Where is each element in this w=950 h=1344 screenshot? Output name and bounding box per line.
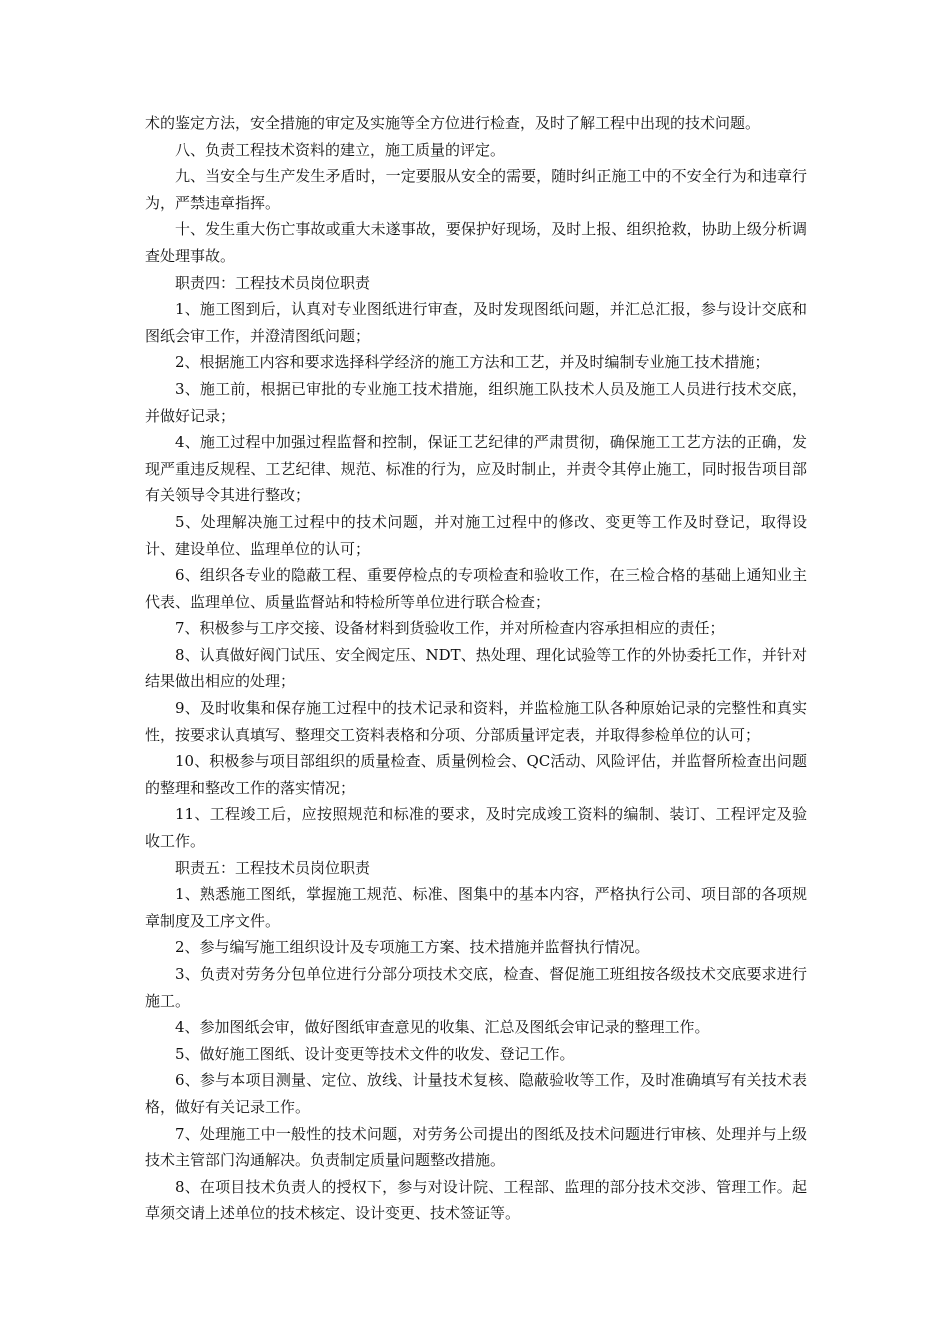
paragraph-item-9: 九、当安全与生产发生矛盾时，一定要服从安全的需要，随时纠正施工中的不安全行为和违章行为，严禁违章指挥。 <box>145 167 807 212</box>
duty4-item-2: 2、根据施工内容和要求选择科学经济的施工方法和工艺，并及时编制专业施工技术措施； <box>175 353 770 372</box>
duty5-item-3: 3、负责对劳务分包单位进行分部分项技术交底，检查、督促施工班组按各级技术交底要求进行施工。 <box>145 965 807 1010</box>
paragraph-continuation: 术的鉴定方法，安全措施的审定及实施等全方位进行检查，及时了解工程中出现的技术问题。 <box>145 114 761 132</box>
duty4-item-3: 3、施工前，根据已审批的专业施工技术措施，组织施工队技术人员及施工人员进行技术交底，并做好记录； <box>145 379 807 425</box>
duty4-item-9: 9、及时收集和保存施工过程中的技术记录和资料，并监检施工队各种原始记录的完整性和真实性，按要求认真填写、整理交工资料表格和分项、分部质量评定表，并取得参检单位的认可； <box>145 699 807 744</box>
duty4-item-10: 10、积极参与项目部组织的质量检查、质量例检会、QC活动、风险评估，并监督所检查出问题的整理和整改工作的落实情况； <box>145 752 807 797</box>
duty5-item-4: 4、参加图纸会审，做好图纸审查意见的收集、汇总及图纸会审记录的整理工作。 <box>175 1018 710 1037</box>
duty4-item-6: 6、组织各专业的隐蔽工程、重要停检点的专项检查和验收工作，在三检合格的基础上通知业主代表、监理单位、质量监督站和特检所等单位进行联合检查； <box>145 566 807 611</box>
document-page <box>145 110 807 1227</box>
section-heading-duty-5: 职责五：工程技术员岗位职责 <box>175 858 371 877</box>
duty4-item-5: 5、处理解决施工过程中的技术问题，并对施工过程中的修改、变更等工作及时登记，取得设计、建设单位、监理单位的认可； <box>145 512 807 558</box>
duty4-item-11: 11、工程竣工后，应按照规范和标准的要求，及时完成竣工资料的编制、装订、工程评定及验收工作。 <box>145 805 807 851</box>
duty5-item-1: 1、熟悉施工图纸，掌握施工规范、标准、图集中的基本内容，严格执行公司、项目部的各项规章制度及工序文件。 <box>145 885 807 930</box>
duty4-item-1: 1、施工图到后，认真对专业图纸进行审查，及时发现图纸问题，并汇总汇报，参与设计交底和图纸会审工作，并澄清图纸问题； <box>145 300 807 345</box>
paragraph-item-10: 十、发生重大伤亡事故或重大未遂事故，要保护好现场，及时上报、组织抢救，协助上级分析调查处理事故。 <box>145 220 807 265</box>
duty5-item-7: 7、处理施工中一般性的技术问题，对劳务公司提出的图纸及技术问题进行审核、处理并与上级技术主管部门沟通解决。负责制定质量问题整改措施。 <box>145 1124 807 1170</box>
duty5-item-6: 6、参与本项目测量、定位、放线、计量技术复核、隐蔽验收等工作，及时准确填写有关技术表格，做好有关记录工作。 <box>145 1071 807 1116</box>
section-heading-duty-4: 职责四：工程技术员岗位职责 <box>175 273 371 292</box>
duty5-item-2: 2、参与编写施工组织设计及专项施工方案、技术措施并监督执行情况。 <box>175 938 650 957</box>
duty5-item-5: 5、做好施工图纸、设计变更等技术文件的收发、登记工作。 <box>175 1044 575 1063</box>
duty4-item-7: 7、积极参与工序交接、设备材料到货验收工作，并对所检查内容承担相应的责任； <box>175 619 725 638</box>
duty4-item-4: 4、施工过程中加强过程监督和控制，保证工艺纪律的严肃贯彻，确保施工工艺方法的正确，发现严重违反规程、工艺纪律、规范、标准的行为，应及时制止，并责令其停止施工，同时报告项目部有关领导令其进行整改； <box>145 433 807 505</box>
paragraph-item-8: 八、负责工程技术资料的建立，施工质量的评定。 <box>175 140 506 159</box>
duty4-item-8: 8、认真做好阀门试压、安全阀定压、NDT、热处理、理化试验等工作的外协委托工作，并针对结果做出相应的处理； <box>145 645 807 691</box>
duty5-item-8: 8、在项目技术负责人的授权下，参与对设计院、工程部、监理的部分技术交涉、管理工作。起草须交请上述单位的技术核定、设计变更、技术签证等。 <box>145 1177 807 1223</box>
